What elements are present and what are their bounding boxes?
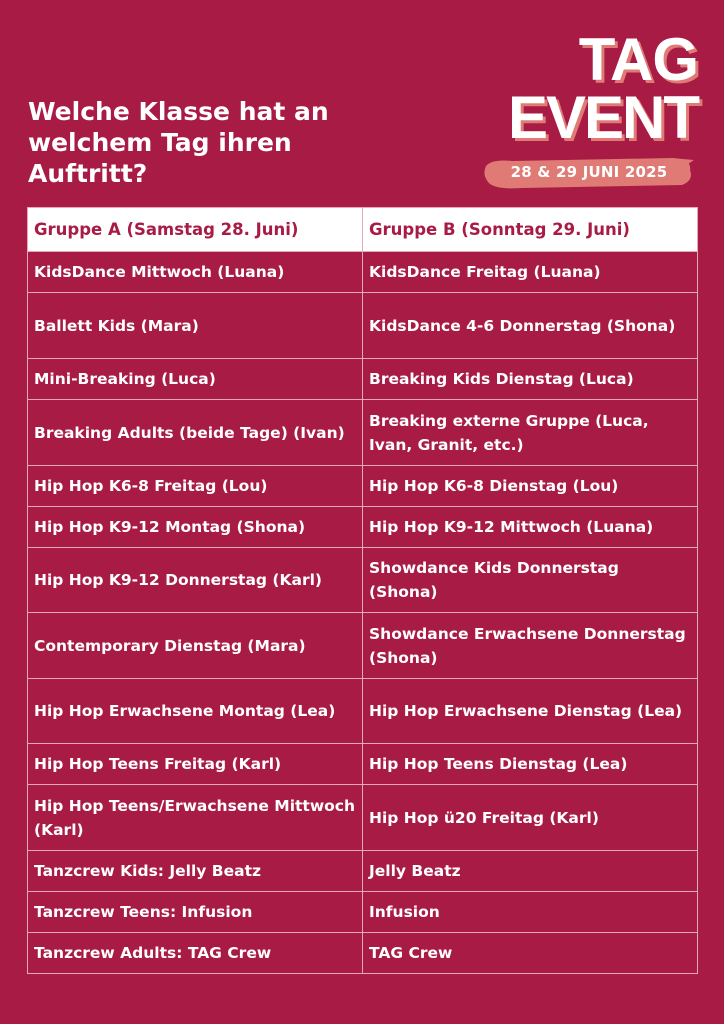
table-cell: Ballett Kids (Mara) — [28, 293, 363, 359]
table-cell: Hip Hop K6-8 Dienstag (Lou) — [363, 466, 698, 507]
header-gruppe-b: Gruppe B (Sonntag 29. Juni) — [363, 208, 698, 252]
table-row — [28, 892, 698, 933]
table-cell: Contemporary Dienstag (Mara) — [28, 613, 363, 679]
logo-event-text: EVENT — [507, 84, 698, 151]
table-row — [28, 744, 698, 785]
table-cell: Hip Hop K9-12 Montag (Shona) — [28, 507, 363, 548]
table-row — [28, 933, 698, 974]
table-row — [28, 466, 698, 507]
page-title: Welche Klasse hat an welchem Tag ihren Auftritt? — [28, 97, 329, 188]
table-cell: Tanzcrew Kids: Jelly Beatz — [28, 851, 363, 892]
table-cell: Tanzcrew Teens: Infusion — [28, 892, 363, 933]
logo-tag-text: TAG — [578, 26, 698, 93]
table-row — [28, 252, 698, 293]
table-cell: Hip Hop Teens Freitag (Karl) — [28, 744, 363, 785]
table-cell: Showdance Kids Donnerstag (Shona) — [363, 548, 698, 613]
table-row — [28, 548, 698, 613]
table-cell: TAG Crew — [363, 933, 698, 974]
table-cell: KidsDance Freitag (Luana) — [363, 252, 698, 293]
table-cell: Tanzcrew Adults: TAG Crew — [28, 933, 363, 974]
table-cell: Breaking Kids Dienstag (Luca) — [363, 359, 698, 400]
table-cell: Hip Hop K6-8 Freitag (Lou) — [28, 466, 363, 507]
table-cell: Hip Hop K9-12 Donnerstag (Karl) — [28, 548, 363, 613]
table-row — [28, 613, 698, 679]
table-cell: Jelly Beatz — [363, 851, 698, 892]
tag-event-logo — [490, 26, 704, 198]
table-cell: Hip Hop ü20 Freitag (Karl) — [363, 785, 698, 851]
table-cell: KidsDance Mittwoch (Luana) — [28, 252, 363, 293]
table-cell: Hip Hop Teens Dienstag (Lea) — [363, 744, 698, 785]
table-cell: Showdance Erwachsene Donnerstag (Shona) — [363, 613, 698, 679]
table-row — [28, 679, 698, 744]
table-cell: Infusion — [363, 892, 698, 933]
schedule-table — [27, 207, 698, 974]
table-cell: KidsDance 4-6 Donnerstag (Shona) — [363, 293, 698, 359]
table-row — [28, 359, 698, 400]
table-row — [28, 851, 698, 892]
table-cell: Breaking externe Gruppe (Luca, Ivan, Granit, etc.) — [363, 400, 698, 466]
table-cell: Hip Hop K9-12 Mittwoch (Luana) — [363, 507, 698, 548]
table-cell: Mini-Breaking (Luca) — [28, 359, 363, 400]
table-row — [28, 400, 698, 466]
table-row — [28, 507, 698, 548]
table-cell: Hip Hop Erwachsene Montag (Lea) — [28, 679, 363, 744]
header-gruppe-a: Gruppe A (Samstag 28. Juni) — [28, 208, 363, 252]
table-cell: Breaking Adults (beide Tage) (Ivan) — [28, 400, 363, 466]
table-row — [28, 785, 698, 851]
table-cell: Hip Hop Teens/Erwachsene Mittwoch (Karl) — [28, 785, 363, 851]
table-row — [28, 293, 698, 359]
logo-date-text: 28 & 29 JUNI 2025 — [510, 163, 668, 181]
table-header-row — [28, 208, 698, 252]
table-cell: Hip Hop Erwachsene Dienstag (Lea) — [363, 679, 698, 744]
